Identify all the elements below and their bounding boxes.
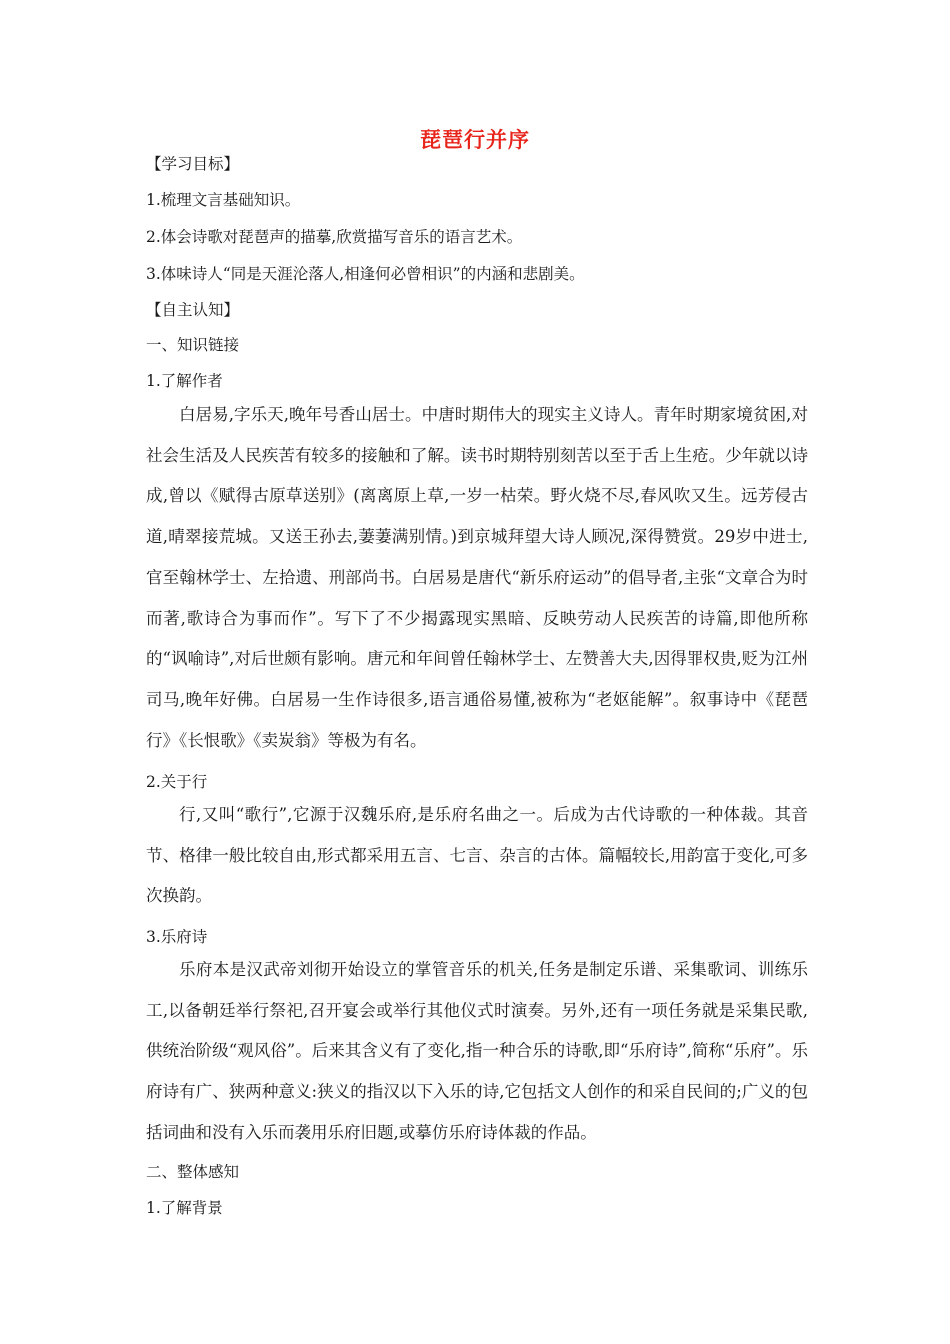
subheading-background: 1.了解背景 — [146, 1199, 223, 1217]
heading-learning-goals: 【学习目标】 — [146, 155, 240, 173]
page-title: 琵琶行并序 — [420, 128, 530, 152]
section-heading-2: 二、整体感知 — [146, 1163, 240, 1181]
subheading-yuefu: 3.乐府诗 — [146, 928, 208, 946]
subheading-xing: 2.关于行 — [146, 773, 208, 791]
goal-item-2: 2.体会诗歌对琵琶声的描摹,欣赏描写音乐的语言艺术。 — [146, 228, 523, 246]
section-heading-1: 一、知识链接 — [146, 336, 240, 354]
paragraph-xing: 行,又叫“歌行”,它源于汉魏乐府,是乐府名曲之一。后成为古代诗歌的一种体裁。其音节、格律一般比较自由,形式都采用五言、七言、杂言的古体。篇幅较长,用韵富于变化,可多次换韵。 — [146, 805, 808, 906]
heading-self-cognition: 【自主认知】 — [146, 301, 240, 319]
goal-item-3: 3.体味诗人“同是天涯沦落人,相逢何必曾相识”的内涵和悲剧美。 — [146, 265, 585, 283]
subheading-author: 1.了解作者 — [146, 372, 223, 390]
paragraph-yuefu: 乐府本是汉武帝刘彻开始设立的掌管音乐的机关,任务是制定乐谱、采集歌词、训练乐工,以备朝廷举行祭祀,召开宴会或举行其他仪式时演奏。另外,还有一项任务就是采集民歌,供统治阶级“观风俗”。后来其含义有了变化,指一种合乐的诗歌,即“乐府诗”,简称“乐府”。乐府诗有广、狭两种意义:狭义的指汉以下入乐的诗,它包括文人创作的和采自民间的;广义的包括词曲和没有入乐而袭用乐府旧题,或摹仿乐府诗体裁的作品。 — [146, 960, 808, 1142]
goal-item-1: 1.梳理文言基础知识。 — [146, 191, 301, 209]
paragraph-author: 白居易,字乐天,晚年号香山居士。中唐时期伟大的现实主义诗人。青年时期家境贫困,对社会生活及人民疾苦有较多的接触和了解。读书时期特别刻苦以至于舌上生疮。少年就以诗成,曾以《赋得古原草送别》(离离原上草,一岁一枯荣。野火烧不尽,春风吹又生。远芳侵古道,晴翠接荒城。又送王孙去,萋萋满别情。)到京城拜望大诗人顾况,深得赞赏。29岁中进士,官至翰林学士、左拾遗、刑部尚书。白居易是唐代“新乐府运动”的倡导者,主张“文章合为时而著,歌诗合为事而作”。写下了不少揭露现实黑暗、反映劳动人民疾苦的诗篇,即他所称的“讽喻诗”,对后世颇有影响。唐元和年间曾任翰林学士、左赞善大夫,因得罪权贵,贬为江州司马,晚年好佛。白居易一生作诗很多,语言通俗易懂,被称为“老妪能解”。叙事诗中《琵琶行》《长恨歌》《卖炭翁》等极为有名。 — [146, 405, 808, 750]
